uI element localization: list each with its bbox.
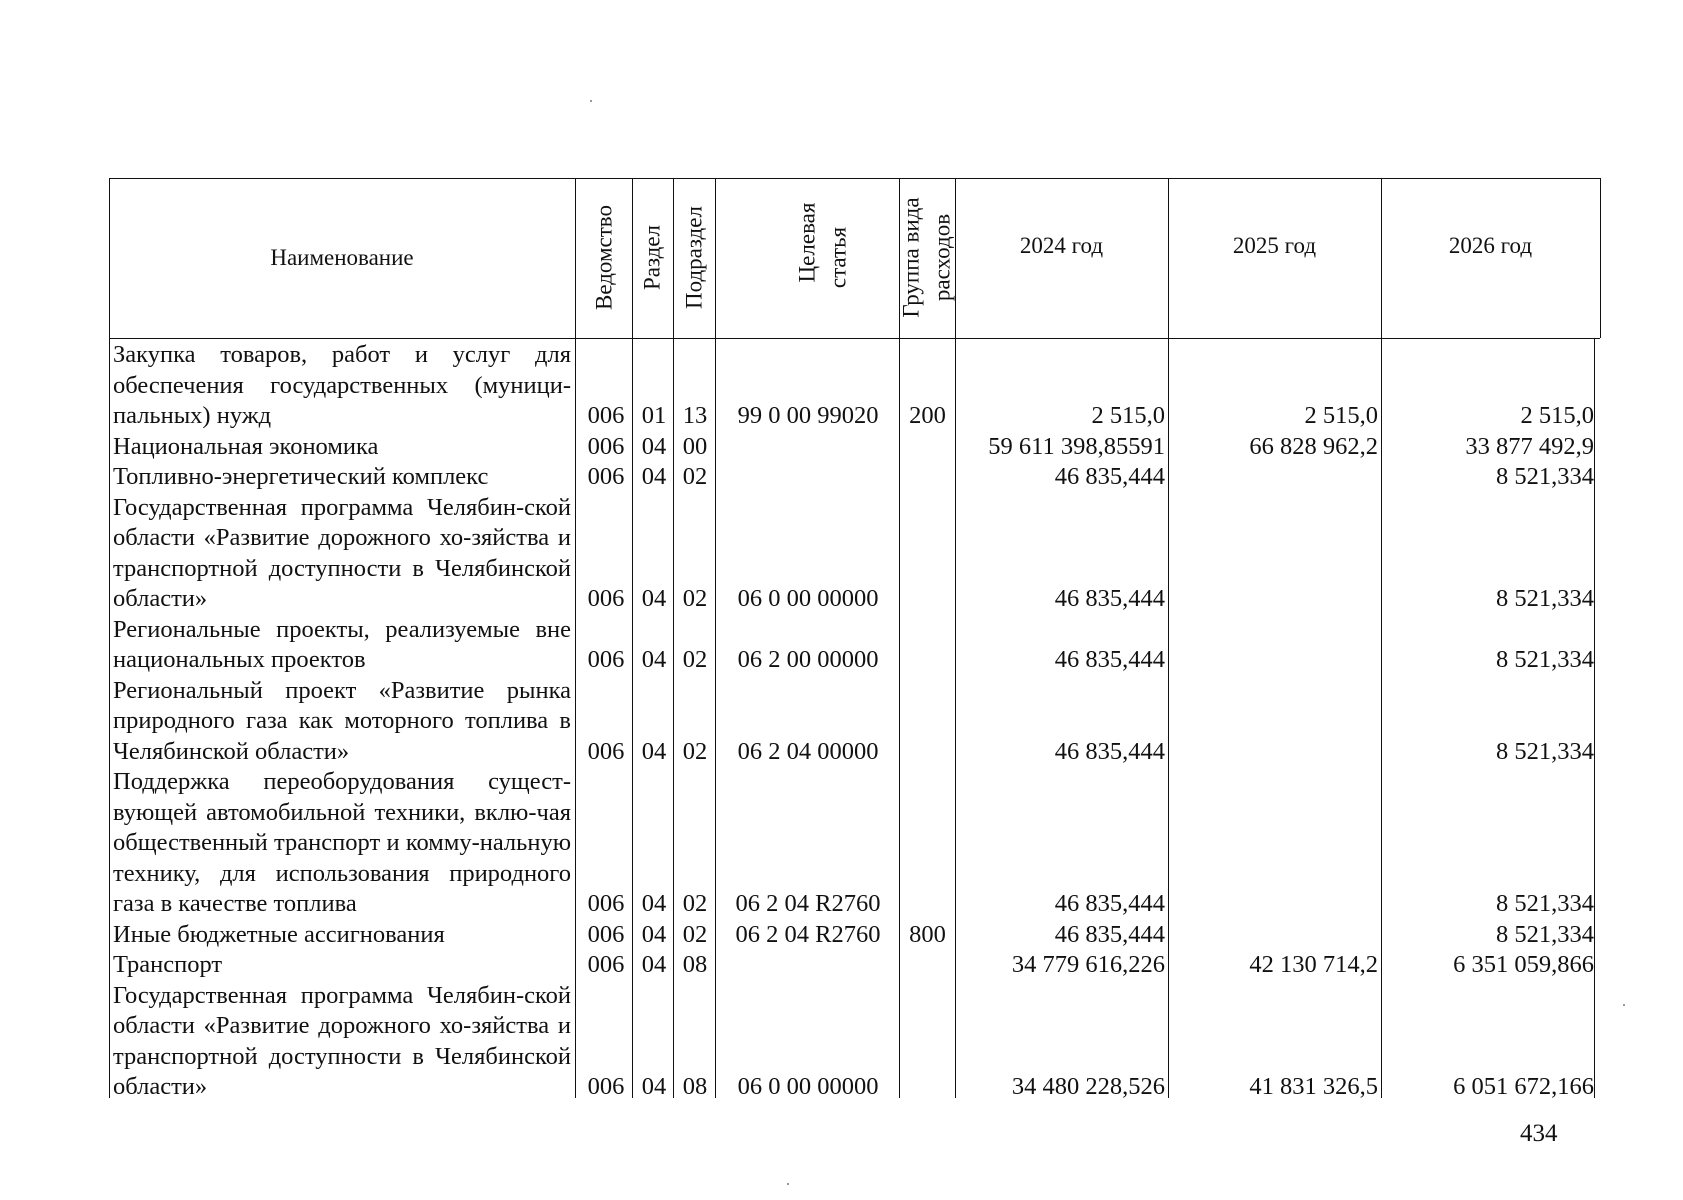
- row-subsection: 02: [682, 463, 708, 490]
- col-border: [632, 178, 633, 1098]
- row-subsection: 02: [682, 646, 708, 673]
- row-subsection: 00: [682, 432, 708, 460]
- row-amount-2024: 46 835,444: [1054, 920, 1165, 948]
- row-department: 006: [587, 432, 625, 460]
- header-bottom-border: [109, 338, 1600, 339]
- row-department: 006: [587, 402, 625, 429]
- row-department: 006: [587, 920, 625, 948]
- header-section: Раздел: [639, 224, 665, 291]
- row-amount-2026: 8 521,334: [1496, 920, 1594, 948]
- col-border: [1594, 338, 1595, 1098]
- row-name: Поддержка переоборудования сущест-вующей автомобильной техники, вклю-чая общественный транспорт и комму-нальную технику, для использования природного газа в качестве топлива: [113, 768, 571, 917]
- row-subsection: 02: [682, 737, 708, 765]
- row-section: 04: [641, 920, 667, 948]
- scan-speck: [787, 1183, 789, 1185]
- row-department: 006: [587, 646, 625, 673]
- header-year-2025: 2025 год: [1232, 232, 1317, 258]
- row-name: Региональный проект «Развитие рынка природного газа как моторного топлива в Челябинской области»: [113, 676, 571, 765]
- row-section: 04: [641, 432, 667, 460]
- row-target-article: 06 2 00 00000: [737, 646, 879, 673]
- row-section: 04: [641, 1073, 667, 1100]
- row-name: Топливно-энергетический комплекс: [113, 463, 489, 490]
- row-department: 006: [587, 585, 625, 612]
- scan-speck: [590, 100, 592, 102]
- row-department: 006: [587, 463, 625, 490]
- row-target-article: 06 2 04 R2760: [735, 890, 881, 917]
- row-amount-2024: 46 835,444: [1054, 646, 1165, 673]
- row-name: Иные бюджетные ассигнования: [113, 920, 445, 948]
- row-section: 04: [641, 585, 667, 612]
- col-border: [715, 178, 716, 1098]
- row-department: 006: [587, 737, 625, 765]
- row-target-article: 06 2 04 00000: [737, 737, 879, 765]
- row-name: Региональные проекты, реализуемые вне национальных проектов: [113, 615, 571, 673]
- row-subsection: 13: [682, 402, 708, 429]
- row-amount-2026: 8 521,334: [1496, 890, 1594, 917]
- col-border: [1600, 178, 1601, 338]
- row-name: Транспорт: [113, 951, 223, 978]
- row-subsection: 02: [682, 585, 708, 612]
- row-amount-2026: 8 521,334: [1496, 646, 1594, 673]
- row-amount-2024: 2 515,0: [1091, 402, 1165, 429]
- row-section: 04: [641, 951, 667, 978]
- row-amount-2024: 46 835,444: [1054, 585, 1165, 612]
- row-subsection: 02: [682, 920, 708, 948]
- row-amount-2026: 2 515,0: [1520, 402, 1594, 429]
- row-target-article: 06 0 00 00000: [737, 1073, 879, 1100]
- header-subsection: Подраздел: [681, 206, 707, 309]
- row-amount-2025: 41 831 326,5: [1249, 1073, 1378, 1100]
- header-department: Ведомство: [591, 204, 617, 311]
- col-border: [575, 178, 576, 1098]
- row-expense-group: 200: [909, 402, 946, 429]
- row-amount-2025: 42 130 714,2: [1249, 951, 1378, 978]
- row-subsection: 08: [682, 1073, 708, 1100]
- row-amount-2025: 66 828 962,2: [1249, 432, 1378, 460]
- page-number: 434: [1520, 1120, 1558, 1147]
- row-amount-2024: 46 835,444: [1054, 737, 1165, 765]
- header-expense-group-2: расходов: [929, 213, 955, 302]
- row-amount-2024: 46 835,444: [1054, 463, 1165, 490]
- header-name: Наименование: [270, 245, 414, 270]
- row-section: 04: [641, 463, 667, 490]
- row-amount-2026: 6 051 672,166: [1453, 1073, 1594, 1100]
- row-name: Закупка товаров, работ и услуг для обеспечения государственных (муници-пальных) нужд: [113, 341, 571, 429]
- row-department: 006: [587, 1073, 625, 1100]
- row-section: 01: [641, 402, 667, 429]
- header-expense-group-1: Группа вида: [898, 197, 924, 318]
- row-section: 04: [641, 646, 667, 673]
- row-expense-group: 800: [909, 920, 946, 948]
- row-name: Национальная экономика: [113, 432, 379, 460]
- scan-speck: [1623, 1004, 1625, 1006]
- row-department: 006: [587, 951, 625, 978]
- row-amount-2026: 33 877 492,9: [1465, 432, 1594, 460]
- row-amount-2024: 59 611 398,85591: [988, 432, 1165, 460]
- header-target-article-1: Целевая: [794, 202, 820, 283]
- row-target-article: 06 2 04 R2760: [735, 920, 881, 948]
- row-department: 006: [587, 890, 625, 917]
- header-year-2024: 2024 год: [1019, 232, 1104, 258]
- row-amount-2026: 8 521,334: [1496, 585, 1594, 612]
- row-section: 04: [641, 890, 667, 917]
- row-amount-2024: 34 480 228,526: [1011, 1073, 1165, 1100]
- header-year-2026: 2026 год: [1448, 232, 1533, 258]
- row-target-article: 99 0 00 99020: [737, 402, 879, 429]
- row-subsection: 08: [682, 951, 708, 978]
- row-amount-2024: 46 835,444: [1054, 890, 1165, 917]
- row-target-article: 06 0 00 00000: [737, 585, 879, 612]
- row-name: Государственная программа Челябин-ской области «Развитие дорожного хо-зяйства и транспортной доступности в Челябинской области»: [113, 493, 571, 612]
- row-amount-2026: 6 351 059,866: [1453, 951, 1594, 978]
- row-section: 04: [641, 737, 667, 765]
- header-target-article-2: статья: [825, 226, 851, 289]
- row-subsection: 02: [682, 890, 708, 917]
- row-amount-2026: 8 521,334: [1496, 737, 1594, 765]
- row-amount-2024: 34 779 616,226: [1011, 951, 1165, 978]
- row-amount-2025: 2 515,0: [1304, 402, 1378, 429]
- row-amount-2026: 8 521,334: [1496, 463, 1594, 490]
- row-name: Государственная программа Челябин-ской области «Развитие дорожного хо-зяйства и транспортной доступности в Челябинской области»: [113, 981, 571, 1100]
